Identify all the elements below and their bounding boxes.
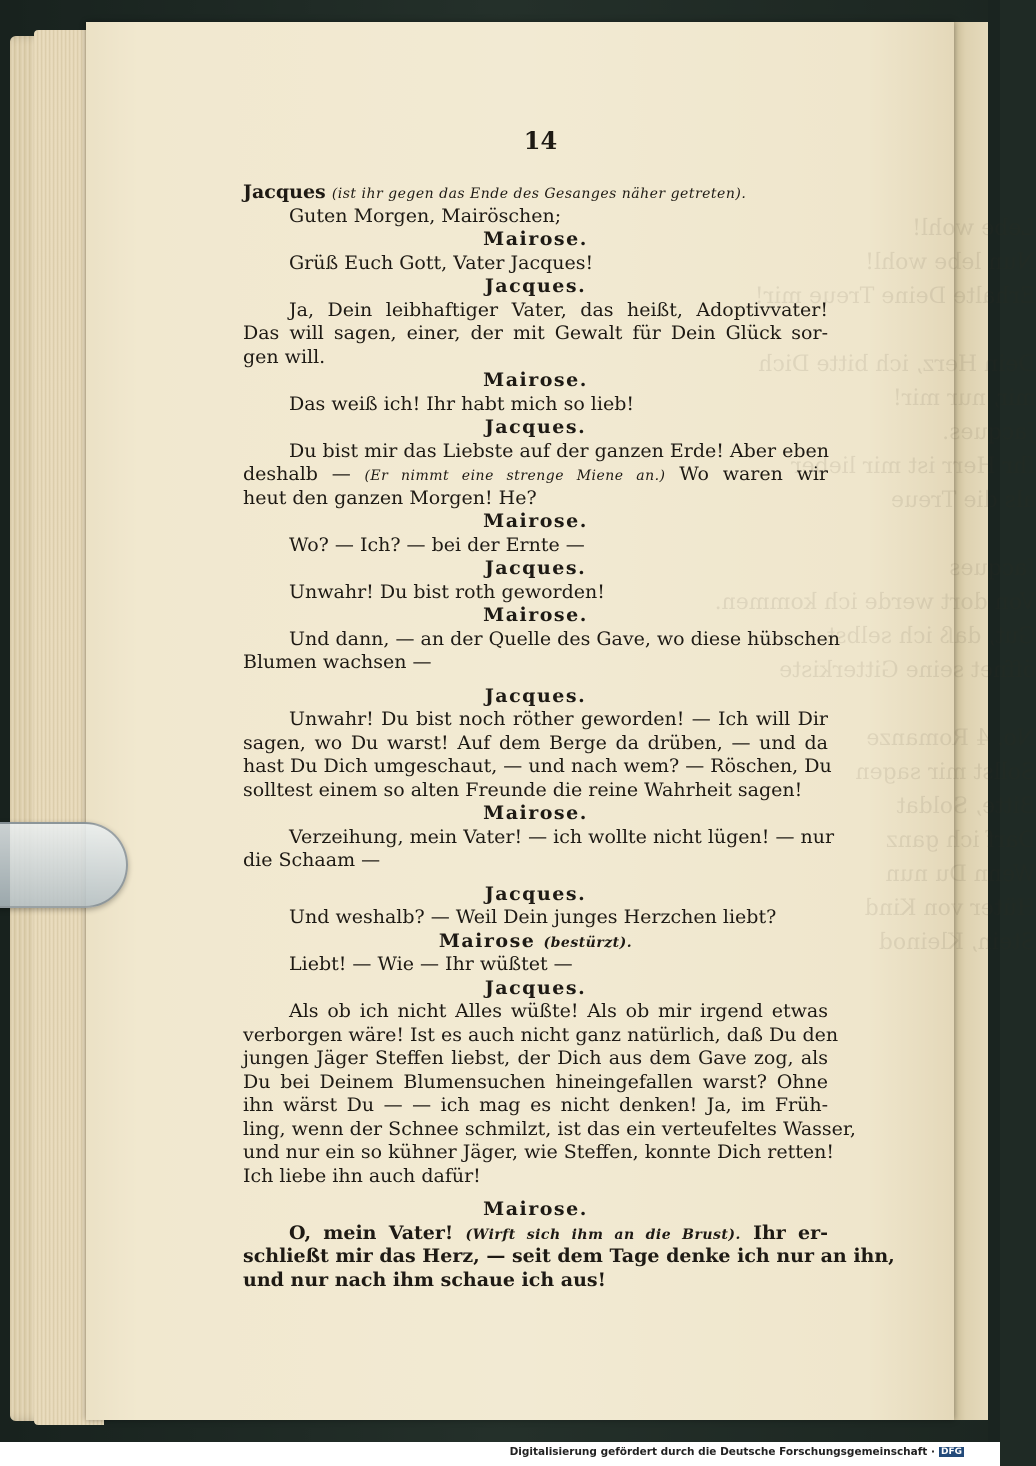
text-line-with-direction — [243, 1222, 828, 1246]
text-line: und nur nach ihm schaue ich aus! — [243, 1268, 606, 1291]
speaker-name: Mairose. — [483, 228, 588, 250]
text-line: verborgen wäre! Ist es auch nicht ganz natürlich, daß Du den — [243, 1023, 839, 1046]
text-line: hast Du Dich umgeschaut, — und nach wem? — Röschen, Du — [243, 755, 832, 777]
paragraph-gap — [243, 675, 828, 685]
speaker-name-with-direction — [243, 930, 828, 954]
text-line: Unwahr! Du bist noch röther geworden! — Ich will Dir — [289, 708, 828, 730]
stage-direction: (Er nimmt eine strenge Miene an.) — [364, 468, 666, 484]
speaker-label: Jacques — [243, 181, 326, 203]
text-line: Guten Morgen, Mairöschen; — [289, 204, 562, 227]
text-line: schließt mir das Herz, — seit dem Tage denke ich nur an ihn, — [243, 1245, 895, 1267]
opening-line — [243, 181, 828, 205]
text-line: Und dann, — an der Quelle des Gave, wo diese hübschen — [289, 627, 840, 650]
text-line: Das will sagen, einer, der mit Gewalt für Dein Glück sor- — [243, 322, 828, 344]
speaker-name: Mairose. — [483, 802, 588, 824]
speaker-name: Jacques. — [484, 275, 587, 297]
text-line: Ich liebe ihn auch dafür! — [243, 1164, 481, 1187]
stage-direction: (ist ihr gegen das Ende des Gesanges näher getreten). — [331, 186, 747, 202]
text-line: Blumen wachsen — — [243, 651, 432, 673]
dfg-logo: DFG — [940, 1447, 962, 1457]
text-line: Das weiß ich! Ihr habt mich so lieb! — [289, 392, 634, 415]
digitization-credit — [510, 1446, 964, 1458]
text-line: Verzeihung, mein Vater! — ich wollte nicht lügen! — nur — [289, 825, 835, 848]
page-number: 14 — [523, 126, 558, 155]
paragraph-gap — [243, 1188, 828, 1198]
stage-direction: (bestürzt). — [543, 934, 633, 951]
show-through-text: Lebe wohl! Nun lebe wohl! Erhalte Deine Treue mir! Dein Herz, ich bitte Dich mir, nur mir! Jacques. Ihr Herr ist mir lieber als die Treue Jacques Von dort werde ich kommen. Gut, daß ich selbst öffnet seine Gitterkiste No. 4 Romanze Sollst mir sagen Bitte, Soldat Darf ich ganz Wenn Du nun Hüter von Kind Stein, Kleinod — [714, 216, 1036, 955]
line-segment: O, mein Vater! — [289, 1221, 454, 1244]
line-segment: deshalb — — [243, 463, 351, 485]
text-line: ihn wärst Du — — ich mag es nicht denken! Ja, im Früh- — [243, 1094, 828, 1116]
text-line: solltest einem so alten Freunde die reine Wahrheit sagen! — [243, 778, 803, 801]
text-line: heut den ganzen Morgen! He? — [243, 486, 537, 509]
scanner-clip — [0, 822, 128, 908]
text-line: Du bei Deinem Blumensuchen hineingefallen warst? Ohne — [243, 1070, 828, 1093]
speaker-label: Mairose — [438, 929, 536, 952]
text-line: Wo? — Ich? — bei der Ernte — — [289, 533, 585, 556]
speaker-name: Mairose. — [483, 1198, 588, 1220]
speaker-name: Mairose. — [483, 510, 588, 532]
stage-direction: (Wirft sich ihm an die Brust). — [465, 1226, 741, 1243]
text-line: und nur ein so kühner Jäger, wie Steffen, konnte Dich retten! — [243, 1141, 834, 1163]
speaker-name: Jacques. — [484, 882, 587, 905]
line-segment: Wo waren wir — [679, 463, 829, 485]
text-line: Du bist mir das Liebste auf der ganzen Erde! Aber eben — [289, 439, 830, 462]
text-line: Grüß Euch Gott, Vater Jacques! — [289, 251, 594, 274]
text-line: die Schaam — — [243, 849, 381, 871]
text-line: gen will. — [243, 345, 326, 368]
speaker-name: Mairose. — [483, 604, 588, 626]
speaker-name: Mairose. — [483, 369, 588, 391]
line-segment: Ihr er- — [753, 1221, 828, 1244]
text-line-with-direction — [243, 463, 828, 487]
speaker-name: Jacques. — [484, 416, 587, 438]
text-line: sagen, wo Du warst! Auf dem Berge da drüben, — und da — [243, 731, 828, 754]
credit-text: Digitalisierung gefördert durch die Deutsche Forschungsgemeinschaft · — [509, 1446, 935, 1458]
text-line: jungen Jäger Steffen liebst, der Dich aus dem Gave zog, als — [243, 1047, 828, 1069]
text-line: Und weshalb? — Weil Dein junges Herzchen liebt? — [289, 906, 777, 928]
speaker-name: Jacques. — [484, 557, 587, 579]
speaker-name: Jacques. — [484, 684, 587, 707]
text-line: Liebt! — Wie — Ihr wüßtet — — [289, 953, 573, 975]
speaker-name: Jacques. — [484, 976, 587, 999]
text-line: Als ob ich nicht Alles wüßte! Als ob mir irgend etwas — [289, 1000, 828, 1022]
text-line: Ja, Dein leibhaftiger Vater, das heißt, Adoptivvater! — [289, 298, 828, 321]
text-line: ling, wenn der Schnee schmilzt, ist das ein verteufeltes Wasser, — [243, 1117, 856, 1140]
text-line: Unwahr! Du bist roth geworden! — [289, 580, 605, 603]
paragraph-gap — [243, 873, 828, 883]
